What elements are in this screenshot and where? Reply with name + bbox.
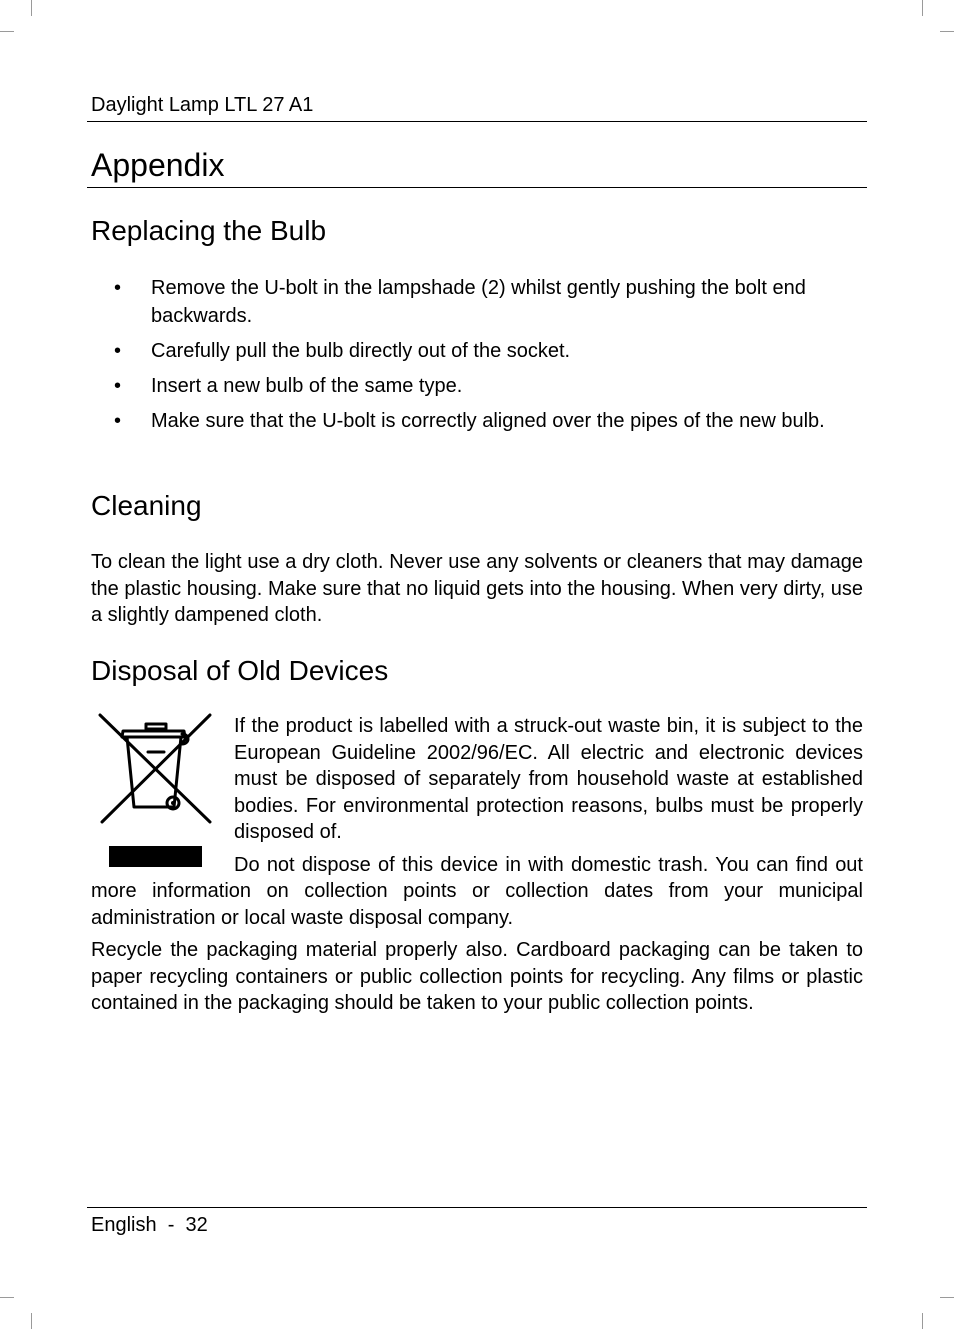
running-header: Daylight Lamp LTL 27 A1: [91, 94, 314, 116]
crop-mark: [31, 0, 32, 16]
bulb-steps-list: [91, 274, 866, 442]
footer-language: English: [91, 1214, 157, 1236]
crop-mark: [922, 0, 923, 16]
list-item: • Carefully pull the bulb directly out of the socket.: [91, 337, 866, 365]
crop-mark: [940, 31, 954, 32]
disposal-paragraph: Recycle the packaging material properly also. Cardboard packaging can be taken to paper recycling containers or public collection points for recycling. Any films or plastic contained in the packaging should be taken to your public collection points.: [91, 939, 863, 1014]
disposal-text: [91, 713, 863, 1023]
section-title-disposal: Disposal of Old Devices: [91, 655, 389, 686]
list-item: • Insert a new bulb of the same type.: [91, 372, 866, 400]
page-number: 32: [185, 1214, 208, 1236]
section-title-bulb: Replacing the Bulb: [91, 215, 327, 246]
disposal-paragraph: If the product is labelled with a struck-out waste bin, it is subject to the European Guideline 2002/96/EC. All electric and electronic devices must be disposed of separately from household waste at established bodies. For environmental protection reasons, bulbs must be properly disposed of.: [234, 715, 863, 843]
bullet-icon: •: [114, 410, 122, 432]
footer-rule: [87, 1207, 867, 1208]
disposal-paragraph: Do not dispose of this device in with domestic trash. You can find out more information on collection points or collection dates from your municipal administration or local waste disposal company.: [91, 853, 863, 929]
header-rule: [87, 121, 867, 122]
list-item: • Make sure that the U-bolt is correctly aligned over the pipes of the new bulb.: [91, 407, 866, 435]
cleaning-paragraph: To clean the light use a dry cloth. Never use any solvents or cleaners that may damage the plastic housing. Make sure that no liquid gets into the housing. When very dirty, use a slightly dampened cloth.: [91, 551, 863, 626]
crop-mark: [922, 1313, 923, 1329]
bullet-icon: •: [114, 375, 122, 397]
crop-mark: [0, 31, 14, 32]
crop-mark: [940, 1297, 954, 1298]
page-footer: [91, 1212, 208, 1238]
bullet-icon: •: [114, 340, 122, 362]
chapter-title: Appendix: [91, 147, 225, 183]
crop-mark: [0, 1297, 14, 1298]
footer-separator: -: [167, 1214, 175, 1236]
section-title-cleaning: Cleaning: [91, 490, 202, 521]
crop-mark: [31, 1313, 32, 1329]
bullet-icon: •: [114, 277, 122, 299]
list-item: • Remove the U-bolt in the lampshade (2) whilst gently pushing the bolt end backwards.: [91, 274, 866, 330]
chapter-rule: [87, 187, 867, 188]
